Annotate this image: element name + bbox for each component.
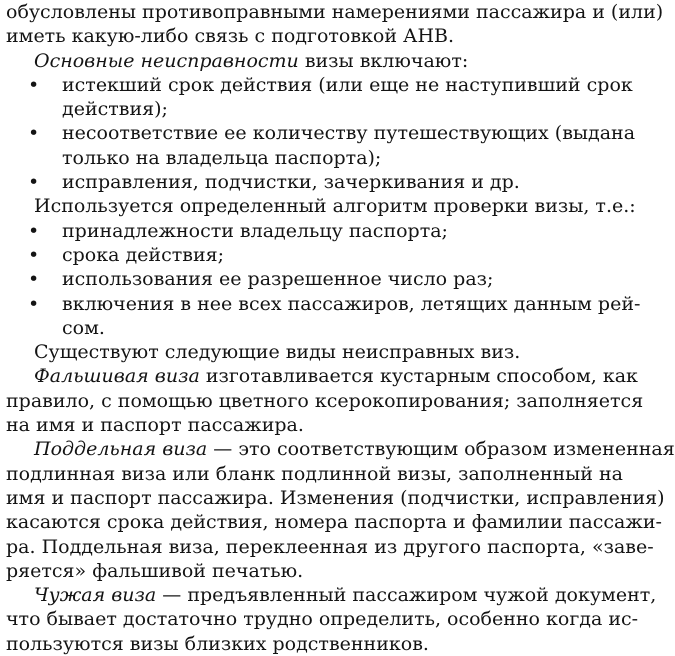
list-item	[6, 170, 614, 194]
text-line: Существуют следующие виды неисправных виз.	[34, 341, 521, 364]
list-item-continuation	[6, 316, 614, 340]
bullet-icon: •	[28, 171, 40, 194]
list-item-continuation	[6, 97, 614, 121]
bullet-icon: •	[28, 243, 40, 266]
list-item-continuation	[6, 146, 614, 170]
list-item	[6, 121, 636, 145]
paragraph-forged-visa	[6, 437, 675, 461]
text-line: имя и паспорт пассажира. Изменения (подчистки, исправления)	[6, 486, 665, 509]
text-line: что бывает достаточно трудно определить, особенно когда ис-	[6, 608, 639, 631]
list-item	[6, 292, 641, 316]
list-item-text: истекший срок действия (или еще не наступивший срок	[62, 73, 633, 96]
list-item-text: действия);	[62, 98, 168, 121]
text-line: обусловлены противоправными намерениями пассажира и (или)	[6, 1, 664, 23]
bullet-icon: •	[28, 292, 40, 315]
list-item-text: сом.	[62, 316, 105, 339]
list-item-text: принадлежности владельцу паспорта;	[62, 219, 448, 242]
paragraph-fake-visa	[6, 364, 638, 388]
text-fragment: изготавливается кустарным способом, как	[199, 365, 638, 388]
text-line: правило, с помощью цветного ксерокопирования; заполняется	[6, 389, 644, 412]
list-item-text: использования ее разрешенное число раз;	[62, 268, 494, 291]
text-line: иметь какую-либо связь с подготовкой АНВ.	[6, 25, 455, 48]
paragraph-intro-defects	[6, 49, 614, 73]
bullet-icon: •	[28, 268, 40, 291]
list-item-text: только на владельца паспорта);	[62, 146, 382, 169]
list-item-text: срока действия;	[62, 243, 224, 266]
text-line: ряется» фальшивой печатью.	[6, 559, 304, 582]
text-line: Используется определенный алгоритм проверки визы, т.е.:	[34, 195, 636, 218]
list-item	[6, 73, 633, 97]
document-page	[6, 0, 675, 656]
bullet-icon: •	[28, 122, 40, 145]
text-fragment: — это соответствующим образом измененная	[207, 438, 675, 461]
text-line: на имя и паспорт пассажира.	[6, 414, 304, 437]
paragraph-foreign-visa	[6, 583, 657, 607]
list-item-text: исправления, подчистки, зачеркивания и др.	[62, 171, 520, 194]
list-item	[6, 243, 614, 267]
text-line: ра. Поддельная виза, переклеенная из другого паспорта, «заве-	[6, 535, 654, 558]
list-item-text: несоответствие ее количеству путешествующих (выдана	[62, 122, 636, 145]
text-line: подлинная виза или бланк подлинной визы, заполненный на	[6, 462, 623, 485]
italic-term: Чужая виза	[34, 584, 157, 607]
list-item	[6, 267, 614, 291]
text-fragment: — предъявленный пассажиром чужой документ,	[156, 584, 657, 607]
bullet-icon: •	[28, 73, 40, 96]
bullet-icon: •	[28, 219, 40, 242]
italic-term: Основные неисправности	[34, 49, 299, 72]
italic-term: Фальшивая виза	[34, 365, 200, 388]
text-line: пользуются визы близких родственников.	[6, 632, 429, 655]
italic-term: Поддельная виза	[34, 438, 208, 461]
list-item	[6, 219, 614, 243]
text-line: касаются срока действия, номера паспорта и фамилии пассажи-	[6, 511, 662, 534]
text-fragment: визы включают:	[298, 49, 469, 72]
list-item-text: включения в нее всех пассажиров, летящих данным рей-	[62, 292, 641, 315]
